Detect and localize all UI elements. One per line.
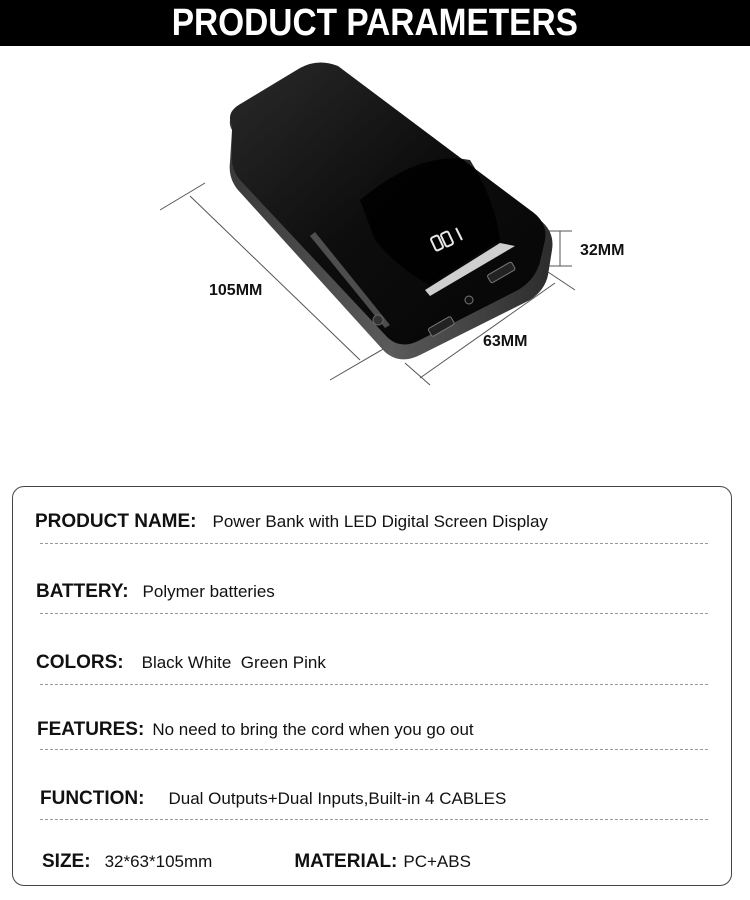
spec-value: No need to bring the cord when you go out: [152, 720, 474, 739]
spec-label: PRODUCT NAME:: [35, 511, 197, 532]
spec-value: Power Bank with LED Digital Screen Display: [212, 512, 548, 531]
spec-label: SIZE:: [42, 851, 91, 872]
page-title: PRODUCT PARAMETERS: [171, 2, 579, 44]
spec-value: 32*63*105mm: [104, 852, 213, 871]
spec-value: Black White Green Pink: [141, 653, 326, 672]
spec-label: COLORS:: [36, 652, 124, 673]
spec-value: Polymer batteries: [142, 582, 275, 601]
spec-label: MATERIAL:: [294, 851, 398, 872]
divider: [40, 684, 708, 685]
power-bank-illustration: [0, 46, 750, 446]
spec-label: BATTERY:: [36, 581, 129, 602]
divider: [40, 613, 708, 614]
dimension-height: 32MM: [580, 242, 625, 259]
dimension-width: 63MM: [483, 333, 528, 350]
spec-row-function: [13, 788, 731, 810]
divider: [40, 819, 708, 820]
title-banner: [0, 0, 750, 46]
dimension-length: 105MM: [209, 282, 263, 299]
spec-label: FUNCTION:: [40, 788, 145, 809]
spec-row-product-name: [13, 511, 731, 533]
spec-row-features: [13, 719, 731, 741]
spec-label: FEATURES:: [37, 719, 145, 740]
spec-row-colors: [13, 652, 731, 674]
spec-row-size-material: [13, 851, 731, 873]
divider: [40, 749, 708, 750]
spec-row-battery: [13, 581, 731, 603]
specifications-panel: [12, 486, 732, 886]
spec-value: PC+ABS: [403, 852, 471, 871]
product-figure: [0, 46, 750, 446]
spec-value: Dual Outputs+Dual Inputs,Built-in 4 CABLES: [168, 789, 507, 808]
divider: [40, 543, 708, 544]
